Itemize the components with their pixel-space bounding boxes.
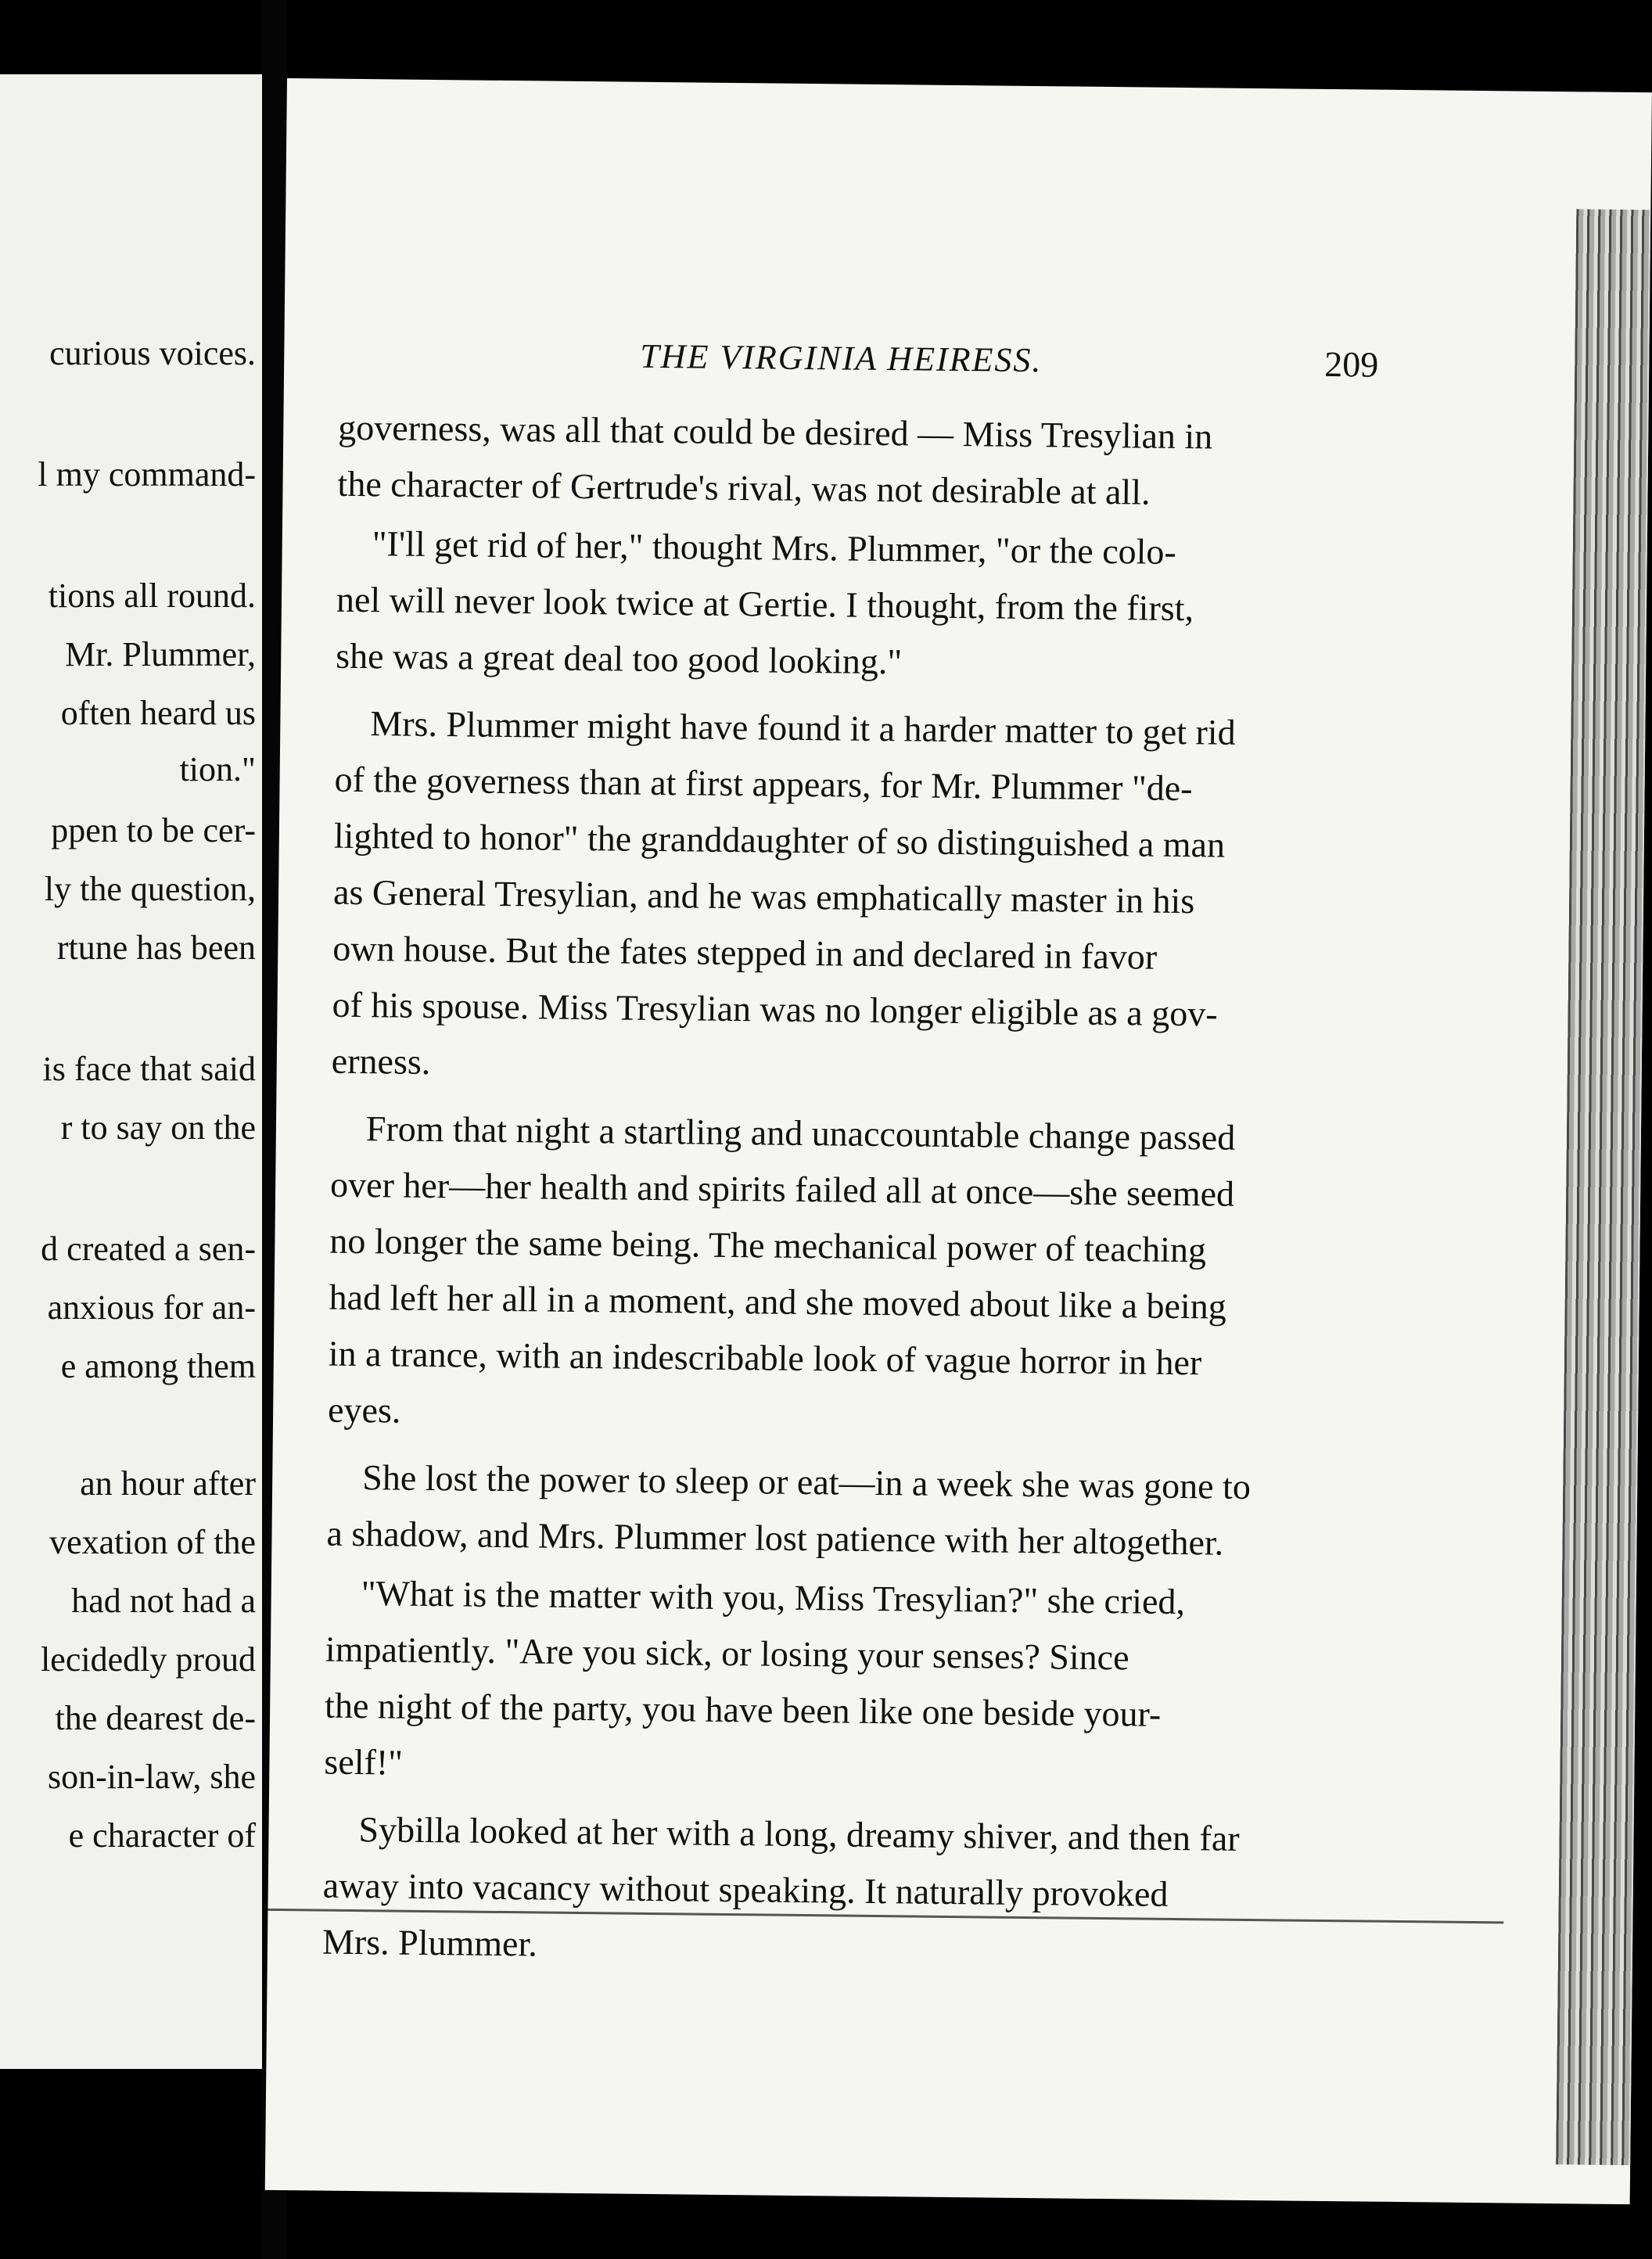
- left-page-line: son-in-law, she: [48, 1758, 256, 1796]
- paragraph: [324, 1565, 1382, 1801]
- left-facing-page: [0, 74, 262, 2069]
- left-page-line: r to say on the: [60, 1108, 256, 1147]
- left-page-line: e character of: [68, 1816, 256, 1855]
- text-line: "What is the matter with you, Miss Tresylian?" she cried,: [361, 1573, 1186, 1622]
- text-line: eyes.: [327, 1389, 401, 1431]
- left-page-line: curious voices.: [49, 334, 256, 372]
- left-page-line: is face that said: [42, 1050, 256, 1088]
- text-line: she was a great deal too good looking.": [336, 635, 903, 682]
- text-line: Sybilla looked at her with a long, dreamy shiver, and then far: [358, 1809, 1240, 1859]
- text-line: self!": [324, 1741, 404, 1783]
- left-page-line: an hour after: [80, 1464, 256, 1503]
- text-line: own house. But the fates stepped in and declared in favor: [332, 928, 1158, 977]
- text-line: Mrs. Plummer.: [321, 1921, 538, 1964]
- left-page-line: Mr. Plummer,: [65, 635, 256, 673]
- right-page: [265, 78, 1652, 2204]
- text-line: the night of the party, you have been like one beside your-: [324, 1685, 1162, 1734]
- text-line: impatiently. "Are you sick, or losing your senses? Since: [325, 1629, 1129, 1678]
- text-line: as General Tresylian, and he was emphatically master in his: [332, 871, 1195, 921]
- left-page-line: l my command-: [38, 455, 256, 494]
- text-line: nel will never look twice at Gertie. I thought, from the first,: [336, 579, 1194, 629]
- paragraph: [322, 1801, 1380, 1981]
- left-page-line: vexation of the: [49, 1523, 256, 1561]
- left-page-line: often heard us: [60, 694, 256, 732]
- running-head: THE VIRGINIA HEIRESS.: [640, 336, 1043, 380]
- text-line: away into vacancy without speaking. It naturally provoked: [322, 1865, 1169, 1914]
- left-page-line: tion.": [179, 750, 256, 788]
- text-line: Mrs. Plummer might have found it a harder matter to get rid: [370, 703, 1236, 752]
- left-page-line: e among them: [60, 1347, 256, 1385]
- text-line: a shadow, and Mrs. Plummer lost patience with her altogether.: [326, 1513, 1224, 1563]
- text-line: in a trance, with an indescribable look of vague horror in her: [328, 1333, 1202, 1383]
- left-page-line: ly the question,: [44, 870, 256, 908]
- text-line: governess, was all that could be desired — Miss Tresylian in: [338, 407, 1213, 457]
- left-page-line: the dearest de-: [55, 1699, 256, 1737]
- left-page-line: tions all round.: [48, 576, 256, 615]
- text-line: From that night a startling and unaccountable change passed: [365, 1108, 1236, 1158]
- body-text: [322, 400, 1395, 1984]
- page-number: 209: [1323, 343, 1379, 385]
- paragraph: [331, 695, 1391, 1101]
- text-line: of his spouse. Miss Tresylian was no longer eligible as a gov-: [332, 984, 1218, 1034]
- text-line: She lost the power to sleep or eat—in a week she was gone to: [362, 1457, 1252, 1507]
- text-line: had left her all in a moment, and she moved about like a being: [329, 1277, 1226, 1327]
- page-edges: [1556, 209, 1650, 2165]
- paragraph: [328, 1101, 1387, 1449]
- paragraph: [326, 1449, 1383, 1573]
- text-line: of the governess than at first appears, for Mr. Plummer "de-: [334, 759, 1193, 809]
- text-line: lighted to honor" the granddaughter of so distinguished a man: [333, 815, 1226, 865]
- text-line: no longer the same being. The mechanical power of teaching: [329, 1220, 1207, 1270]
- left-page-line: rtune has been: [56, 928, 256, 967]
- text-line: erness.: [331, 1040, 431, 1082]
- left-page-line: had not had a: [71, 1582, 256, 1620]
- left-page-line: ppen to be cer-: [51, 811, 256, 849]
- left-page-line: anxious for an-: [47, 1288, 256, 1327]
- text-line: "I'll get rid of her," thought Mrs. Plummer, "or the colo-: [372, 523, 1177, 572]
- text-line: the character of Gertrude's rival, was not desirable at all.: [337, 463, 1151, 512]
- paragraph: [336, 515, 1393, 695]
- left-page-line: lecidedly proud: [41, 1640, 256, 1679]
- page-header: [284, 332, 1419, 391]
- paragraph: [337, 400, 1394, 523]
- left-page-line: d created a sen-: [41, 1230, 256, 1268]
- text-line: over her—her health and spirits failed all at once—she seemed: [329, 1164, 1235, 1214]
